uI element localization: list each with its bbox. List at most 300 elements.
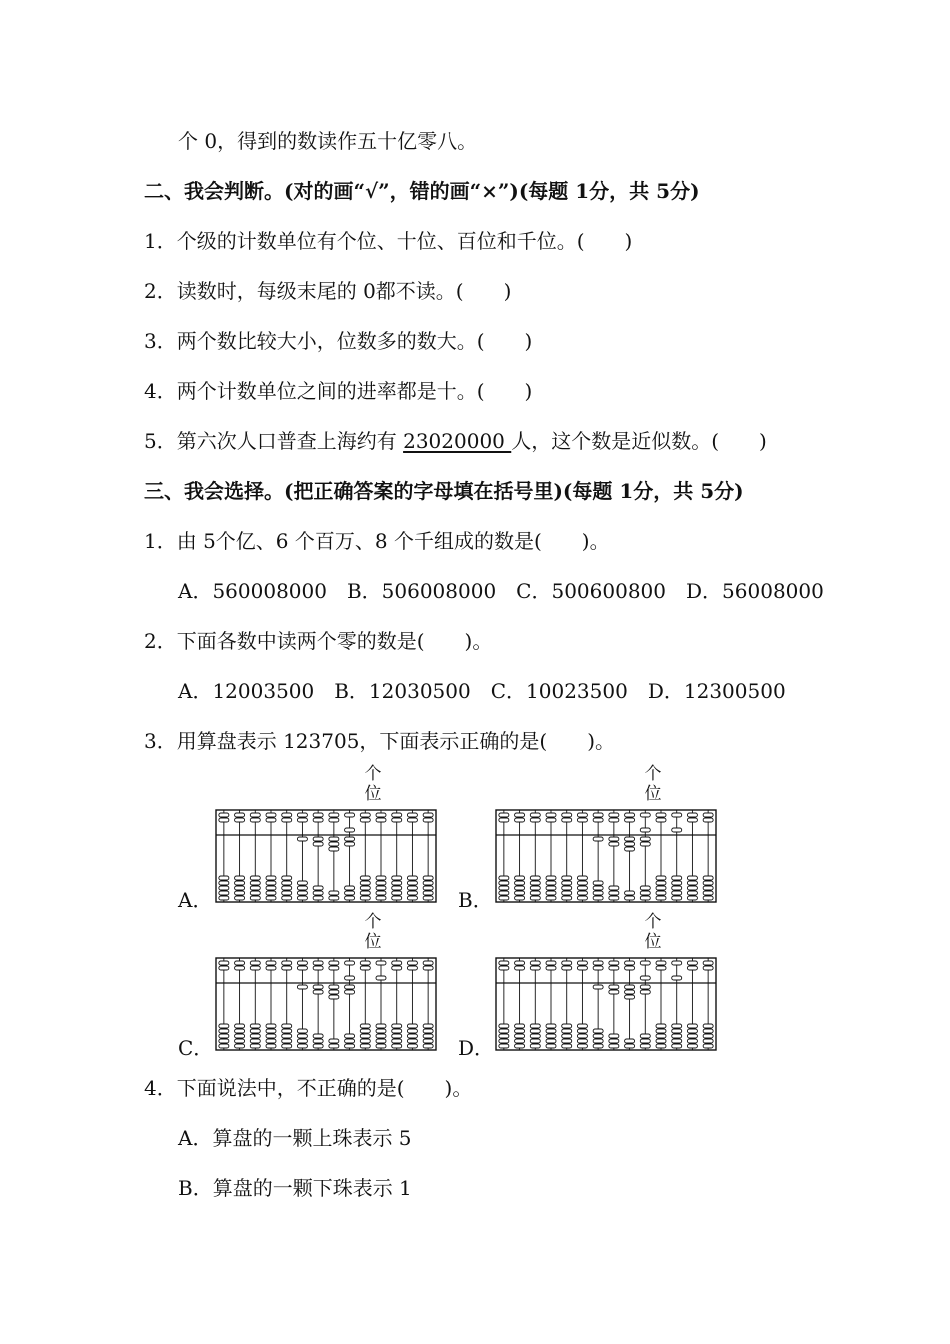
abacus-lower-bead (297, 1034, 307, 1038)
abacus-lower-bead (609, 842, 619, 846)
abacus-upper-bead (703, 818, 713, 822)
abacus-upper-bead (672, 961, 682, 965)
abacus-lower-bead (530, 1034, 540, 1038)
abacus-lower-bead (593, 1034, 603, 1038)
abacus-lower-bead (546, 1034, 556, 1038)
abacus-lower-bead (423, 1029, 433, 1033)
abacus-lower-bead (297, 1029, 307, 1033)
abacus-lower-bead (656, 886, 666, 890)
abacus-lower-bead (609, 891, 619, 895)
abacus-upper-bead (546, 818, 556, 822)
abacus-lower-bead (297, 896, 307, 900)
abacus-upper-bead (407, 961, 417, 965)
abacus-lower-bead (219, 1044, 229, 1048)
abacus-lower-bead (687, 891, 697, 895)
abacus-lower-bead (313, 985, 323, 989)
abacus-upper-bead (313, 966, 323, 970)
abacus-lower-bead (656, 881, 666, 885)
abacus-lower-bead (313, 886, 323, 890)
abacus-lower-bead (530, 1024, 540, 1028)
abacus-upper-bead (360, 966, 370, 970)
abacus-lower-bead (329, 896, 339, 900)
abacus-label-b: B． (458, 888, 493, 912)
judge-item-5-number: 23020000 (403, 429, 512, 453)
abacus-lower-bead (672, 896, 682, 900)
abacus-upper-bead (235, 961, 245, 965)
abacus-lower-bead (297, 1039, 307, 1043)
abacus-lower-bead (593, 837, 603, 841)
abacus-lower-bead (282, 881, 292, 885)
abacus-upper-bead (297, 813, 307, 817)
choice-q4-option-a: A．算盘的一颗上珠表示 5 (178, 1126, 412, 1150)
abacus-d (494, 956, 718, 1052)
abacus-lower-bead (499, 1024, 509, 1028)
abacus-lower-bead (329, 891, 339, 895)
abacus-lower-bead (392, 1034, 402, 1038)
abacus-upper-bead (499, 966, 509, 970)
abacus-upper-bead (609, 813, 619, 817)
abacus-lower-bead (640, 1039, 650, 1043)
abacus-lower-bead (656, 876, 666, 880)
abacus-lower-bead (407, 886, 417, 890)
abacus-lower-bead (515, 876, 525, 880)
abacus-upper-bead (266, 818, 276, 822)
abacus-lower-bead (392, 1039, 402, 1043)
abacus-upper-bead (345, 813, 355, 817)
abacus-lower-bead (407, 876, 417, 880)
abacus-lower-bead (703, 1029, 713, 1033)
abacus-lower-bead (392, 891, 402, 895)
abacus-lower-bead (407, 891, 417, 895)
abacus-lower-bead (360, 896, 370, 900)
abacus-lower-bead (266, 896, 276, 900)
abacus-frame (216, 958, 436, 1050)
abacus-lower-bead (376, 1029, 386, 1033)
abacus-upper-bead (407, 818, 417, 822)
abacus-lower-bead (703, 1034, 713, 1038)
abacus-lower-bead (499, 1044, 509, 1048)
abacus-lower-bead (313, 1039, 323, 1043)
abacus-lower-bead (546, 876, 556, 880)
abacus-b (494, 808, 718, 904)
abacus-lower-bead (672, 1024, 682, 1028)
abacus-upper-bead (423, 818, 433, 822)
abacus-upper-bead (577, 966, 587, 970)
abacus-lower-bead (376, 1044, 386, 1048)
abacus-lower-bead (266, 876, 276, 880)
abacus-lower-bead (593, 881, 603, 885)
abacus-upper-bead (515, 961, 525, 965)
abacus-upper-bead (313, 961, 323, 965)
abacus-lower-bead (577, 896, 587, 900)
abacus-upper-bead (345, 976, 355, 980)
abacus-lower-bead (640, 896, 650, 900)
abacus-lower-bead (499, 896, 509, 900)
abacus-upper-bead (329, 961, 339, 965)
abacus-upper-bead (672, 976, 682, 980)
abacus-lower-bead (313, 837, 323, 841)
abacus-lower-bead (266, 1034, 276, 1038)
abacus-lower-bead (515, 1039, 525, 1043)
abacus-lower-bead (703, 1024, 713, 1028)
abacus-lower-bead (593, 886, 603, 890)
abacus-lower-bead (219, 1029, 229, 1033)
judge-item-1: 1．个级的计数单位有个位、十位、百位和千位。( ) (144, 229, 633, 253)
abacus-upper-bead (250, 961, 260, 965)
abacus-upper-bead (376, 961, 386, 965)
abacus-upper-bead (546, 813, 556, 817)
abacus-lower-bead (376, 881, 386, 885)
abacus-lower-bead (703, 896, 713, 900)
abacus-upper-bead (376, 818, 386, 822)
abacus-lower-bead (250, 896, 260, 900)
abacus-lower-bead (266, 1024, 276, 1028)
abacus-lower-bead (219, 891, 229, 895)
abacus-lower-bead (297, 837, 307, 841)
abacus-lower-bead (360, 1034, 370, 1038)
abacus-lower-bead (250, 881, 260, 885)
abacus-lower-bead (345, 990, 355, 994)
abacus-upper-bead (562, 818, 572, 822)
abacus-upper-bead (577, 818, 587, 822)
abacus-upper-bead (687, 961, 697, 965)
abacus-lower-bead (546, 1029, 556, 1033)
choice-q3: 3．用算盘表示 123705，下面表示正确的是( )。 (144, 729, 616, 753)
abacus-upper-bead (282, 961, 292, 965)
abacus-lower-bead (672, 891, 682, 895)
abacus-lower-bead (672, 1034, 682, 1038)
abacus-lower-bead (640, 985, 650, 989)
abacus-lower-bead (392, 886, 402, 890)
abacus-upper-bead (266, 813, 276, 817)
abacus-lower-bead (329, 1039, 339, 1043)
abacus-upper-bead (250, 966, 260, 970)
abacus-lower-bead (562, 891, 572, 895)
abacus-lower-bead (423, 1039, 433, 1043)
abacus-upper-bead (392, 966, 402, 970)
abacus-label-a: A． (178, 888, 213, 912)
choice-q1-options: A．560008000 B．506008000 C．500600800 D．56008000 (178, 579, 824, 603)
abacus-lower-bead (407, 1029, 417, 1033)
abacus-upper-bead (640, 976, 650, 980)
abacus-lower-bead (640, 842, 650, 846)
abacus-lower-bead (577, 1024, 587, 1028)
abacus-lower-bead (407, 896, 417, 900)
abacus-lower-bead (297, 891, 307, 895)
abacus-lower-bead (625, 837, 635, 841)
abacus-upper-bead (562, 961, 572, 965)
abacus-lower-bead (609, 1039, 619, 1043)
abacus-lower-bead (329, 995, 339, 999)
abacus-lower-bead (625, 990, 635, 994)
abacus-upper-bead (499, 961, 509, 965)
abacus-lower-bead (656, 891, 666, 895)
abacus-lower-bead (546, 1024, 556, 1028)
abacus-lower-bead (577, 1044, 587, 1048)
abacus-lower-bead (656, 1044, 666, 1048)
abacus-lower-bead (515, 891, 525, 895)
abacus-upper-bead (219, 818, 229, 822)
abacus-lower-bead (577, 1029, 587, 1033)
abacus-lower-bead (593, 1029, 603, 1033)
abacus-lower-bead (656, 1039, 666, 1043)
abacus-upper-bead (219, 966, 229, 970)
abacus-upper-bead (656, 961, 666, 965)
abacus-lower-bead (609, 837, 619, 841)
abacus-lower-bead (577, 1034, 587, 1038)
abacus-lower-bead (593, 1039, 603, 1043)
abacus-lower-bead (235, 891, 245, 895)
abacus-lower-bead (625, 842, 635, 846)
abacus-lower-bead (546, 886, 556, 890)
abacus-lower-bead (640, 837, 650, 841)
abacus-upper-bead (235, 966, 245, 970)
abacus-lower-bead (577, 1039, 587, 1043)
abacus-lower-bead (360, 881, 370, 885)
abacus-lower-bead (250, 886, 260, 890)
abacus-upper-bead (640, 813, 650, 817)
abacus-lower-bead (313, 990, 323, 994)
abacus-lower-bead (515, 886, 525, 890)
abacus-lower-bead (562, 896, 572, 900)
judge-item-3: 3．两个数比较大小，位数多的数大。( ) (144, 329, 533, 353)
abacus-upper-bead (577, 813, 587, 817)
abacus-lower-bead (687, 1029, 697, 1033)
abacus-lower-bead (640, 886, 650, 890)
abacus-lower-bead (625, 1039, 635, 1043)
abacus-upper-bead (625, 961, 635, 965)
abacus-upper-bead (407, 966, 417, 970)
abacus-lower-bead (345, 896, 355, 900)
abacus-lower-bead (562, 886, 572, 890)
abacus-lower-bead (313, 1044, 323, 1048)
abacus-lower-bead (672, 876, 682, 880)
abacus-upper-bead (329, 966, 339, 970)
gewei-label-a: 个 位 (364, 764, 382, 804)
abacus-upper-bead (577, 961, 587, 965)
abacus-lower-bead (530, 1039, 540, 1043)
abacus-lower-bead (376, 1039, 386, 1043)
abacus-lower-bead (423, 891, 433, 895)
abacus-lower-bead (360, 886, 370, 890)
abacus-lower-bead (266, 1039, 276, 1043)
abacus-lower-bead (687, 896, 697, 900)
abacus-upper-bead (656, 813, 666, 817)
abacus-lower-bead (530, 891, 540, 895)
abacus-lower-bead (329, 1044, 339, 1048)
abacus-upper-bead (250, 818, 260, 822)
abacus-lower-bead (407, 1044, 417, 1048)
abacus-lower-bead (530, 1044, 540, 1048)
abacus-lower-bead (625, 995, 635, 999)
abacus-lower-bead (297, 1044, 307, 1048)
abacus-upper-bead (219, 813, 229, 817)
abacus-lower-bead (687, 886, 697, 890)
abacus-lower-bead (235, 886, 245, 890)
judge-item-5 (144, 427, 767, 455)
abacus-upper-bead (640, 828, 650, 832)
abacus-lower-bead (499, 1029, 509, 1033)
abacus-lower-bead (313, 891, 323, 895)
abacus-lower-bead (515, 1044, 525, 1048)
abacus-lower-bead (345, 842, 355, 846)
abacus-upper-bead (515, 818, 525, 822)
abacus-lower-bead (376, 1024, 386, 1028)
abacus-lower-bead (250, 876, 260, 880)
judge-item-5-pre: 5．第六次人口普查上海约有 (144, 429, 404, 453)
abacus-lower-bead (530, 876, 540, 880)
abacus-lower-bead (282, 1039, 292, 1043)
abacus-lower-bead (656, 1029, 666, 1033)
abacus-lower-bead (250, 1034, 260, 1038)
gewei-label-b: 个 位 (644, 764, 662, 804)
abacus-lower-bead (235, 896, 245, 900)
choice-q4: 4．下面说法中，不正确的是( )。 (144, 1076, 473, 1100)
abacus-upper-bead (297, 966, 307, 970)
abacus-upper-bead (609, 961, 619, 965)
abacus-upper-bead (329, 818, 339, 822)
abacus-lower-bead (499, 881, 509, 885)
gewei-label-c: 个 位 (364, 912, 382, 952)
abacus-lower-bead (297, 886, 307, 890)
abacus-lower-bead (530, 881, 540, 885)
abacus-lower-bead (499, 876, 509, 880)
abacus-lower-bead (250, 1024, 260, 1028)
abacus-lower-bead (672, 1044, 682, 1048)
abacus-lower-bead (703, 886, 713, 890)
abacus-lower-bead (313, 842, 323, 846)
abacus-lower-bead (687, 1024, 697, 1028)
abacus-upper-bead (515, 966, 525, 970)
section2-heading: 二、我会判断。(对的画“√”，错的画“×”)(每题 1分，共 5分) (144, 179, 700, 203)
abacus-upper-bead (423, 961, 433, 965)
abacus-upper-bead (687, 966, 697, 970)
choice-q4-option-b: B．算盘的一颗下珠表示 1 (178, 1176, 412, 1200)
abacus-label-d: D． (458, 1036, 495, 1060)
abacus-lower-bead (407, 1039, 417, 1043)
abacus-lower-bead (640, 1044, 650, 1048)
abacus-lower-bead (235, 1034, 245, 1038)
abacus-lower-bead (266, 1044, 276, 1048)
abacus-lower-bead (609, 985, 619, 989)
continuation-line: 个 0，得到的数读作五十亿零八。 (178, 129, 478, 153)
abacus-lower-bead (546, 881, 556, 885)
abacus-upper-bead (392, 813, 402, 817)
abacus-lower-bead (219, 876, 229, 880)
abacus-lower-bead (562, 1039, 572, 1043)
abacus-lower-bead (297, 881, 307, 885)
judge-item-4: 4．两个计数单位之间的进率都是十。( ) (144, 379, 533, 403)
abacus-upper-bead (250, 813, 260, 817)
abacus-lower-bead (499, 891, 509, 895)
abacus-lower-bead (282, 886, 292, 890)
abacus-lower-bead (360, 1044, 370, 1048)
abacus-lower-bead (329, 837, 339, 841)
abacus-lower-bead (423, 881, 433, 885)
abacus-lower-bead (625, 847, 635, 851)
abacus-lower-bead (219, 886, 229, 890)
abacus-lower-bead (282, 896, 292, 900)
abacus-lower-bead (423, 886, 433, 890)
abacus-upper-bead (530, 813, 540, 817)
abacus-lower-bead (577, 881, 587, 885)
abacus-upper-bead (266, 961, 276, 965)
abacus-lower-bead (530, 886, 540, 890)
abacus-lower-bead (609, 1044, 619, 1048)
abacus-lower-bead (266, 891, 276, 895)
abacus-lower-bead (345, 891, 355, 895)
abacus-lower-bead (562, 1034, 572, 1038)
abacus-upper-bead (687, 818, 697, 822)
abacus-lower-bead (499, 886, 509, 890)
abacus-lower-bead (703, 876, 713, 880)
abacus-lower-bead (515, 896, 525, 900)
abacus-lower-bead (360, 891, 370, 895)
abacus-lower-bead (562, 1024, 572, 1028)
abacus-lower-bead (687, 881, 697, 885)
abacus-lower-bead (672, 1039, 682, 1043)
abacus-lower-bead (360, 1029, 370, 1033)
abacus-lower-bead (250, 891, 260, 895)
abacus-lower-bead (593, 1044, 603, 1048)
abacus-lower-bead (672, 881, 682, 885)
abacus-lower-bead (546, 896, 556, 900)
abacus-lower-bead (687, 1039, 697, 1043)
judge-item-2: 2．读数时，每级末尾的 0都不读。( ) (144, 279, 512, 303)
abacus-upper-bead (640, 961, 650, 965)
abacus-lower-bead (219, 1024, 229, 1028)
abacus-lower-bead (609, 990, 619, 994)
abacus-upper-bead (282, 818, 292, 822)
abacus-lower-bead (282, 1044, 292, 1048)
abacus-lower-bead (250, 1029, 260, 1033)
abacus-upper-bead (530, 961, 540, 965)
abacus-lower-bead (282, 1034, 292, 1038)
abacus-lower-bead (515, 1029, 525, 1033)
abacus-lower-bead (609, 896, 619, 900)
abacus-lower-bead (703, 891, 713, 895)
abacus-lower-bead (577, 891, 587, 895)
abacus-upper-bead (625, 966, 635, 970)
abacus-upper-bead (235, 818, 245, 822)
abacus-lower-bead (219, 1039, 229, 1043)
abacus-lower-bead (423, 876, 433, 880)
abacus-lower-bead (392, 1044, 402, 1048)
abacus-lower-bead (392, 896, 402, 900)
abacus-lower-bead (625, 1044, 635, 1048)
choice-q1: 1．由 5个亿、6 个百万、8 个千组成的数是( )。 (144, 529, 610, 553)
abacus-lower-bead (266, 881, 276, 885)
abacus-lower-bead (219, 881, 229, 885)
abacus-a (214, 808, 438, 904)
abacus-lower-bead (593, 896, 603, 900)
abacus-lower-bead (423, 1024, 433, 1028)
abacus-frame (496, 810, 716, 902)
abacus-lower-bead (235, 1024, 245, 1028)
abacus-upper-bead (329, 813, 339, 817)
abacus-lower-bead (376, 886, 386, 890)
abacus-lower-bead (609, 886, 619, 890)
abacus-upper-bead (499, 813, 509, 817)
abacus-lower-bead (329, 990, 339, 994)
abacus-lower-bead (392, 876, 402, 880)
abacus-lower-bead (423, 1044, 433, 1048)
abacus-upper-bead (593, 813, 603, 817)
abacus-lower-bead (329, 842, 339, 846)
abacus-upper-bead (392, 818, 402, 822)
abacus-upper-bead (609, 818, 619, 822)
abacus-upper-bead (656, 966, 666, 970)
